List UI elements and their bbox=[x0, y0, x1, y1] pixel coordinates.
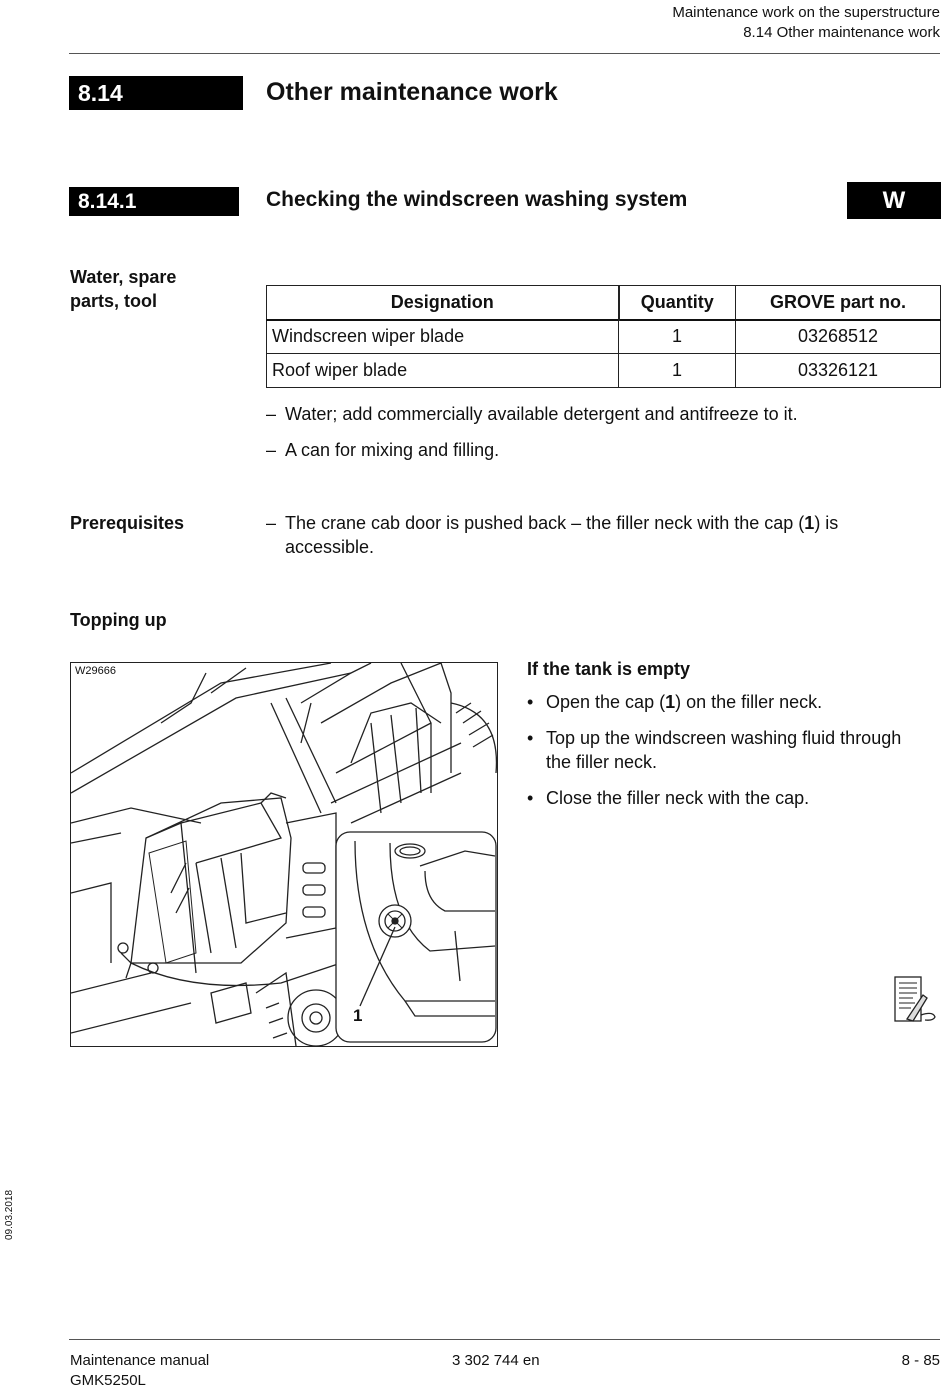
table-cell: Windscreen wiper blade bbox=[267, 320, 619, 354]
subsection-number: 8.14.1 bbox=[69, 187, 239, 216]
document-reference-icon bbox=[893, 975, 939, 1025]
table-cell: 1 bbox=[619, 320, 736, 354]
figure-code: W29666 bbox=[75, 665, 116, 677]
prerequisites-label: Prerequisites bbox=[70, 513, 185, 533]
list-item: • Top up the windscreen washing fluid through the filler neck. bbox=[527, 728, 902, 772]
condition-heading: If the tank is empty bbox=[527, 659, 691, 679]
table-cell: 03326121 bbox=[736, 354, 941, 388]
topping-up-steps bbox=[527, 657, 927, 822]
list-item: • Open the cap (1) on the filler neck. bbox=[527, 692, 823, 712]
section-title: Other maintenance work bbox=[266, 78, 558, 106]
materials-list bbox=[266, 402, 936, 474]
prerequisites-list bbox=[266, 511, 916, 571]
footer-rule bbox=[69, 1339, 940, 1340]
section-number: 8.14 bbox=[69, 76, 243, 110]
maintenance-interval-badge: W bbox=[847, 182, 941, 219]
subsection-title: Checking the windscreen washing system bbox=[266, 188, 688, 211]
column-header: Designation bbox=[267, 286, 619, 320]
table-row bbox=[267, 320, 941, 354]
table-cell: Roof wiper blade bbox=[267, 354, 619, 388]
materials-label: Water, spare parts, tool bbox=[70, 267, 177, 311]
parts-table bbox=[266, 285, 941, 388]
list-item: – The crane cab door is pushed back – the filler neck with the cap (1) is accessible. bbox=[266, 513, 839, 557]
header-section: 8.14 Other maintenance work bbox=[743, 24, 940, 41]
table-row bbox=[267, 354, 941, 388]
column-header: GROVE part no. bbox=[736, 286, 941, 320]
list-item: – Water; add commercially available detergent and antifreeze to it. bbox=[266, 404, 798, 424]
page-number: 8 - 85 bbox=[901, 1352, 940, 1369]
list-item: – A can for mixing and filling. bbox=[266, 440, 500, 460]
list-item: • Close the filler neck with the cap. bbox=[527, 788, 810, 808]
column-header: Quantity bbox=[619, 286, 736, 320]
callout-label: 1 bbox=[353, 1006, 363, 1025]
crane-cab-figure bbox=[70, 662, 498, 1047]
print-date: 09.03.2018 bbox=[4, 1189, 15, 1240]
header-chapter: Maintenance work on the superstructure bbox=[672, 4, 940, 21]
running-header bbox=[672, 3, 940, 43]
table-cell: 1 bbox=[619, 354, 736, 388]
footer-manual-info: Maintenance manual GMK5250L bbox=[70, 1352, 210, 1386]
table-cell: 03268512 bbox=[736, 320, 941, 354]
footer-doc-number: 3 302 744 en bbox=[452, 1352, 540, 1369]
table-header-row bbox=[267, 286, 941, 320]
header-rule bbox=[69, 53, 940, 54]
topping-up-label: Topping up bbox=[70, 610, 167, 630]
